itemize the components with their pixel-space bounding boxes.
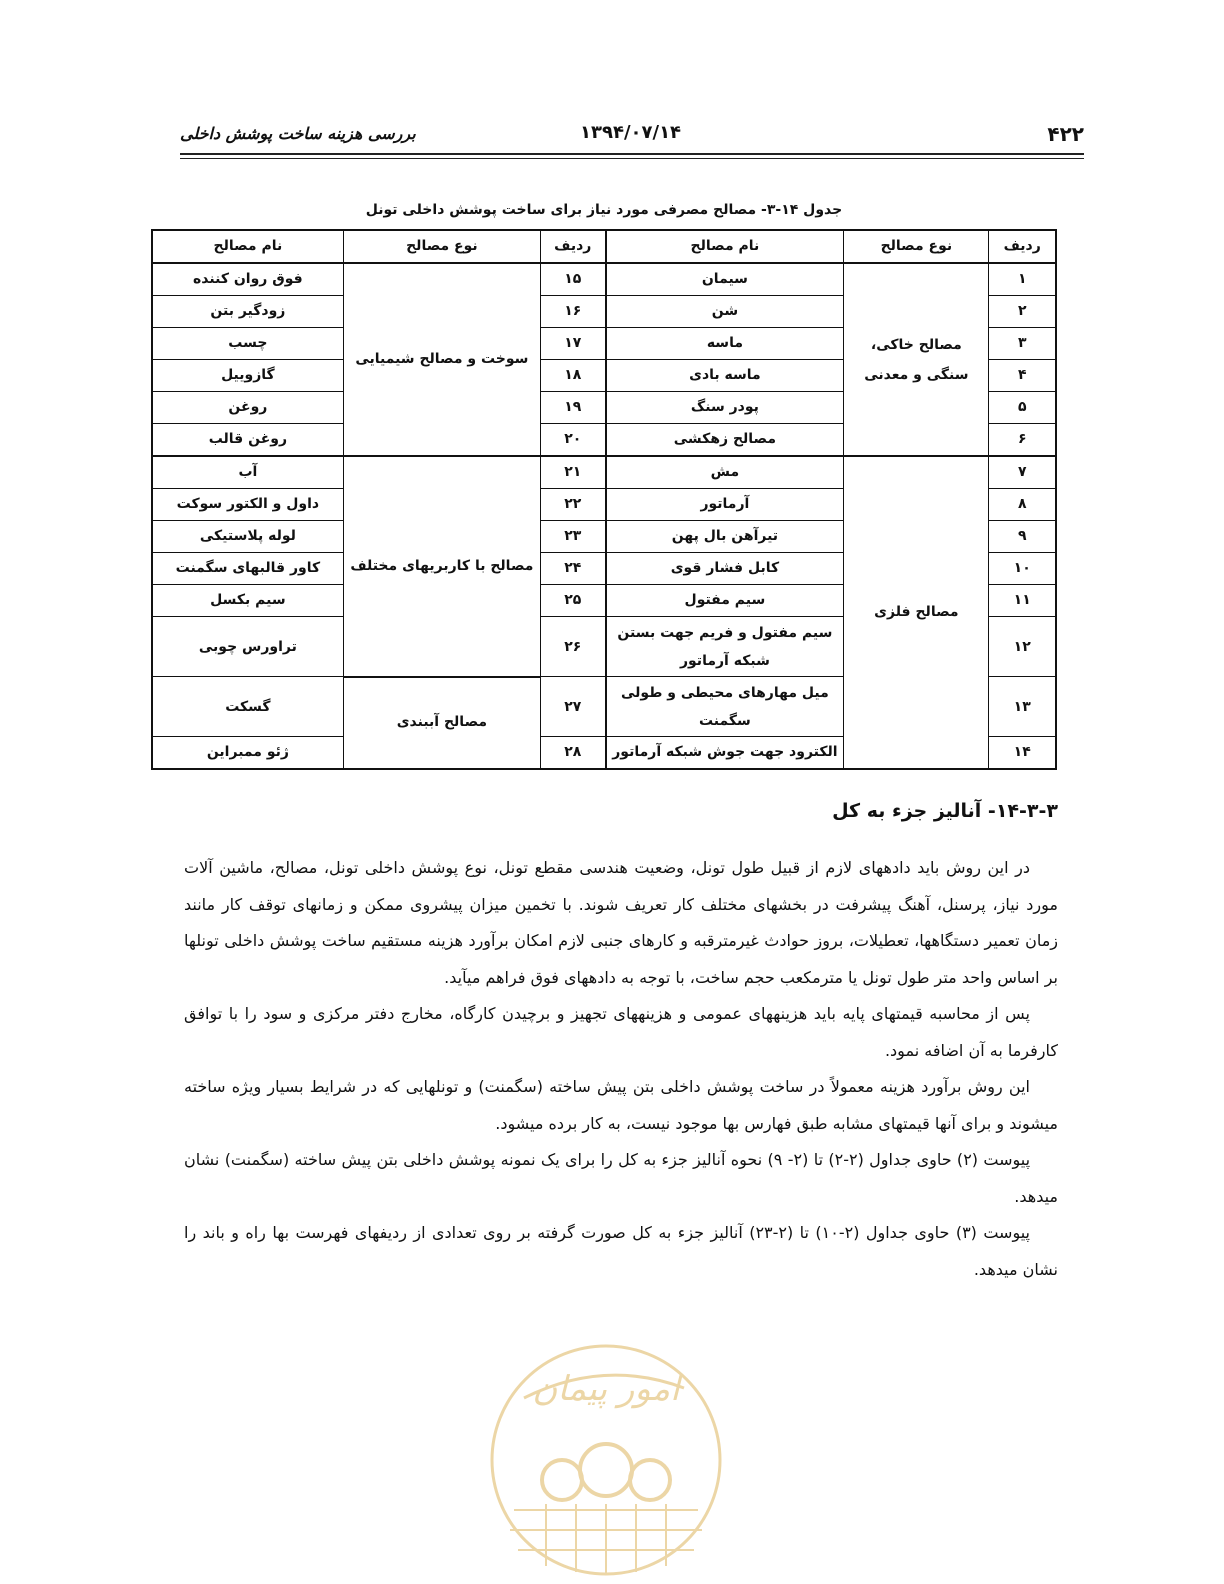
material-type-cell: مصالح فلزی	[844, 456, 989, 769]
material-type-cell: مصالح خاکی، سنگی و معدنی	[844, 263, 989, 456]
material-name: روغن	[152, 392, 343, 424]
page-header	[180, 118, 1084, 154]
page-number: ۴۲۲	[1047, 122, 1084, 146]
material-name: سیم بکسل	[152, 585, 343, 617]
material-name: کاور قالبهای سگمنت	[152, 553, 343, 585]
paragraph: این روش برآورد هزینه معمولاً در ساخت پوشش داخلی بتن پیش ساخته (سگمنت) و تونلهایی که در شرایط بسیار ویژه ساخته میشوند و برای آنها قیمتهای مشابه طبق فهارس بها موجود نیست، به کار برده میشود.	[184, 1077, 1058, 1133]
material-name: چسب	[152, 328, 343, 360]
material-name: زودگیر بتن	[152, 296, 343, 328]
material-name: گسکت	[152, 677, 343, 737]
material-name: تراورس چوبی	[152, 617, 343, 677]
material-name: مصالح زهکشی	[606, 424, 844, 457]
header-row-number: ردیف	[540, 230, 605, 263]
row-number: ۱۳	[989, 677, 1056, 737]
row-number: ۱۹	[540, 392, 605, 424]
row-number: ۱۸	[540, 360, 605, 392]
table-header-row	[152, 230, 1056, 263]
paragraph: پیوست (۲) حاوی جداول (۲-۲) تا (۲- ۹) نحوه آنالیز جزء به کل را برای یک نمونه پوشش داخلی بتن پیش ساخته (سگمنت) نشان میدهد.	[184, 1150, 1058, 1206]
header-rule-thin	[180, 158, 1084, 159]
material-name: لوله پلاستیکی	[152, 521, 343, 553]
material-name: الکترود جهت جوش شبکه آرماتور	[606, 737, 844, 770]
material-name: تیرآهن بال پهن	[606, 521, 844, 553]
header-material-name: نام مصالح	[152, 230, 343, 263]
header-material-name: نام مصالح	[606, 230, 844, 263]
material-name: کابل فشار قوی	[606, 553, 844, 585]
material-name: پودر سنگ	[606, 392, 844, 424]
material-name: ژئو ممبراین	[152, 737, 343, 770]
row-number: ۳	[989, 328, 1056, 360]
row-number: ۲۷	[540, 677, 605, 737]
row-number: ۲۱	[540, 456, 605, 489]
row-number: ۲۸	[540, 737, 605, 770]
material-name: شن	[606, 296, 844, 328]
row-number: ۲۶	[540, 617, 605, 677]
header-material-type: نوع مصالح	[844, 230, 989, 263]
material-type-cell: مصالح آببندی	[343, 677, 540, 770]
row-number: ۵	[989, 392, 1056, 424]
material-name: داول و الکتور سوکت	[152, 489, 343, 521]
material-type-cell: سوخت و مصالح شیمیایی	[343, 263, 540, 456]
material-name: سیم مفتول و فریم جهت بستن شبکه آرماتور	[606, 617, 844, 677]
row-number: ۲	[989, 296, 1056, 328]
header-title: بررسی هزینه ساخت پوشش داخلی	[180, 124, 416, 143]
row-number: ۲۰	[540, 424, 605, 457]
paragraph: پس از محاسبه قیمتهای پایه باید هزینههای عمومی و هزینههای تجهیز و برچیدن کارگاه، مخارج دفتر مرکزی و سود را با توافق کارفرما به آن اضافه نمود.	[184, 1004, 1058, 1060]
row-number: ۱۲	[989, 617, 1056, 677]
row-number: ۷	[989, 456, 1056, 489]
row-number: ۲۲	[540, 489, 605, 521]
row-number: ۹	[989, 521, 1056, 553]
table-caption: جدول ۱۴-۳- مصالح مصرفی مورد نیاز برای ساخت پوشش داخلی تونل	[365, 202, 843, 218]
material-name: گازوییل	[152, 360, 343, 392]
row-number: ۴	[989, 360, 1056, 392]
row-number: ۲۴	[540, 553, 605, 585]
body-text	[184, 850, 1058, 1288]
table-row	[152, 456, 1056, 489]
paragraph: پیوست (۳) حاوی جداول (۲-۱۰) تا (۲-۲۳) آنالیز جزء به کل صورت گرفته بر روی تعدادی از ردیفهای فهرست بها راه و باند را نشان میدهد.	[184, 1223, 1058, 1279]
row-number: ۱۷	[540, 328, 605, 360]
material-name: آرماتور	[606, 489, 844, 521]
header-material-type: نوع مصالح	[343, 230, 540, 263]
organization-seal-icon	[484, 1338, 728, 1578]
row-number: ۱۶	[540, 296, 605, 328]
material-name: سیم مفتول	[606, 585, 844, 617]
header-row-number: ردیف	[989, 230, 1056, 263]
header-rule	[180, 153, 1084, 155]
header-date: ۱۳۹۴/۰۷/۱۴	[580, 122, 682, 143]
material-name: ماسه بادی	[606, 360, 844, 392]
material-name: روغن قالب	[152, 424, 343, 457]
material-name: آب	[152, 456, 343, 489]
logo-text: امور پیمان	[532, 1369, 680, 1409]
row-number: ۶	[989, 424, 1056, 457]
material-name: سیمان	[606, 263, 844, 296]
row-number: ۸	[989, 489, 1056, 521]
material-name: میل مهارهای محیطی و طولی سگمنت	[606, 677, 844, 737]
material-name: فوق روان کننده	[152, 263, 343, 296]
paragraph: در این روش باید دادههای لازم از قبیل طول تونل، وضعیت هندسی مقطع تونل، نوع پوشش داخلی تونل، مصالح، ماشین آلات مورد نیاز، پرسنل، آهنگ پیشرفت در بخشهای مختلف کار تعریف شوند. با تخمین میزان پیشروی ممکن و زمانهای توقف کار مانند زمان تعمیر دستگاهها، تعطیلات، بروز حوادث غیرمترقبه و کارهای جنبی لازم امکان برآورد هزینه مستقیم ساخت پوشش داخلی تونلها بر اساس واحد متر طول تونل یا مترمکعب حجم ساخت، با توجه به دادههای فوق فراهم میآید.	[184, 858, 1058, 987]
row-number: ۱۵	[540, 263, 605, 296]
section-heading: ۱۴-۳-۳- آنالیز جزء به کل	[832, 800, 1058, 822]
table-row	[152, 263, 1056, 296]
material-name: مش	[606, 456, 844, 489]
row-number: ۲۳	[540, 521, 605, 553]
row-number: ۲۵	[540, 585, 605, 617]
row-number: ۱	[989, 263, 1056, 296]
row-number: ۱۴	[989, 737, 1056, 770]
material-name: ماسه	[606, 328, 844, 360]
material-type-cell: مصالح با کاربریهای مختلف	[343, 456, 540, 677]
row-number: ۱۱	[989, 585, 1056, 617]
row-number: ۱۰	[989, 553, 1056, 585]
materials-table	[151, 229, 1057, 770]
